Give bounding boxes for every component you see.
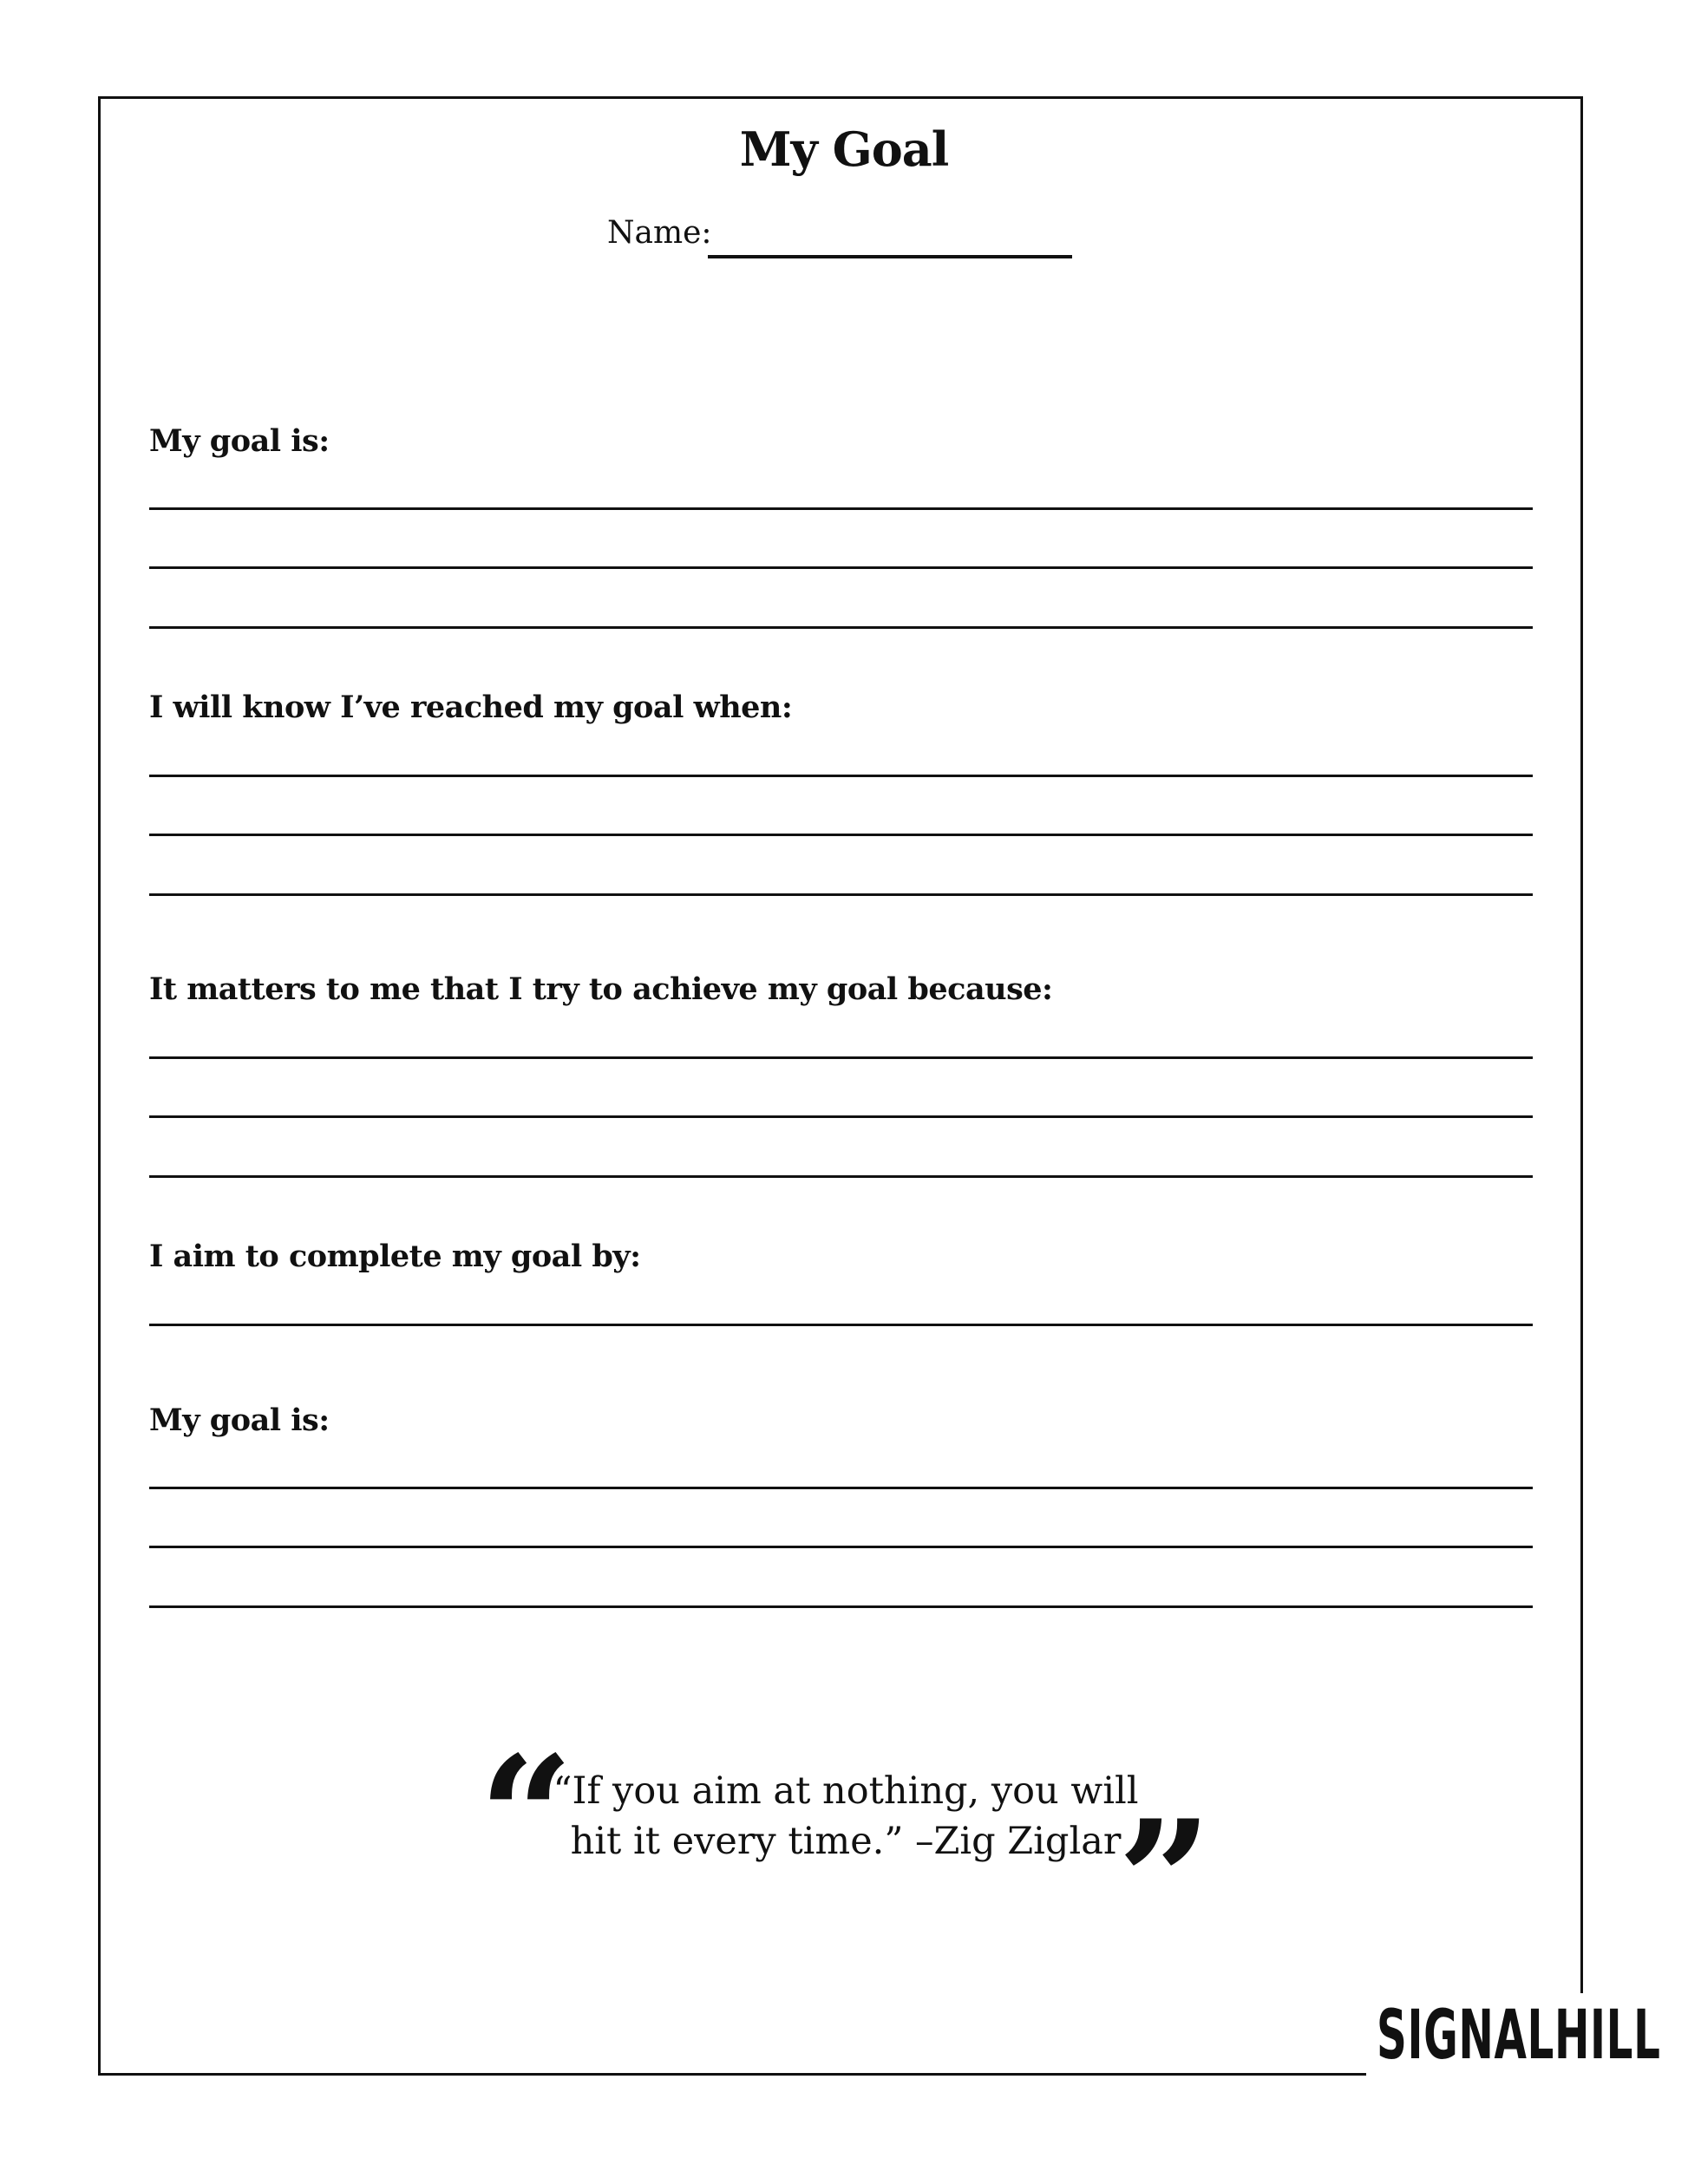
section-label-complete-by: I aim to complete my goal by: (149, 1239, 641, 1274)
writing-line[interactable] (149, 1115, 1533, 1118)
section-label-goal: My goal is: (149, 423, 330, 459)
writing-line[interactable] (149, 507, 1533, 510)
writing-line[interactable] (149, 1605, 1533, 1608)
writing-line[interactable] (149, 1175, 1533, 1178)
page-title: My Goal (739, 121, 949, 177)
close-quote-icon: ” (1117, 1784, 1213, 1978)
section-label-goal-repeat: My goal is: (149, 1403, 330, 1438)
quote-text (520, 1766, 1171, 1867)
name-field[interactable] (708, 255, 1072, 258)
writing-line[interactable] (149, 566, 1533, 569)
name-label: Name: (607, 215, 712, 251)
quote-line-1: “If you aim at nothing, you will (553, 1769, 1139, 1813)
open-quote-icon: “ (479, 1720, 574, 1913)
writing-line[interactable] (149, 1487, 1533, 1489)
writing-line[interactable] (149, 1056, 1533, 1059)
writing-line[interactable] (149, 834, 1533, 836)
section-label-why-it-matters: It matters to me that I try to achieve my goal because: (149, 971, 1053, 1007)
writing-line[interactable] (149, 775, 1533, 777)
writing-line[interactable] (149, 1546, 1533, 1548)
writing-line[interactable] (149, 1324, 1533, 1326)
section-label-reached-goal: I will know I’ve reached my goal when: (149, 690, 793, 725)
brand-logo (1366, 1993, 1661, 2123)
writing-line[interactable] (149, 893, 1533, 896)
writing-line[interactable] (149, 626, 1533, 629)
brand-logo-text: SIGNALHILL (1377, 1997, 1661, 2075)
quote-line-2: hit it every time.” –Zig Ziglar (570, 1820, 1122, 1863)
